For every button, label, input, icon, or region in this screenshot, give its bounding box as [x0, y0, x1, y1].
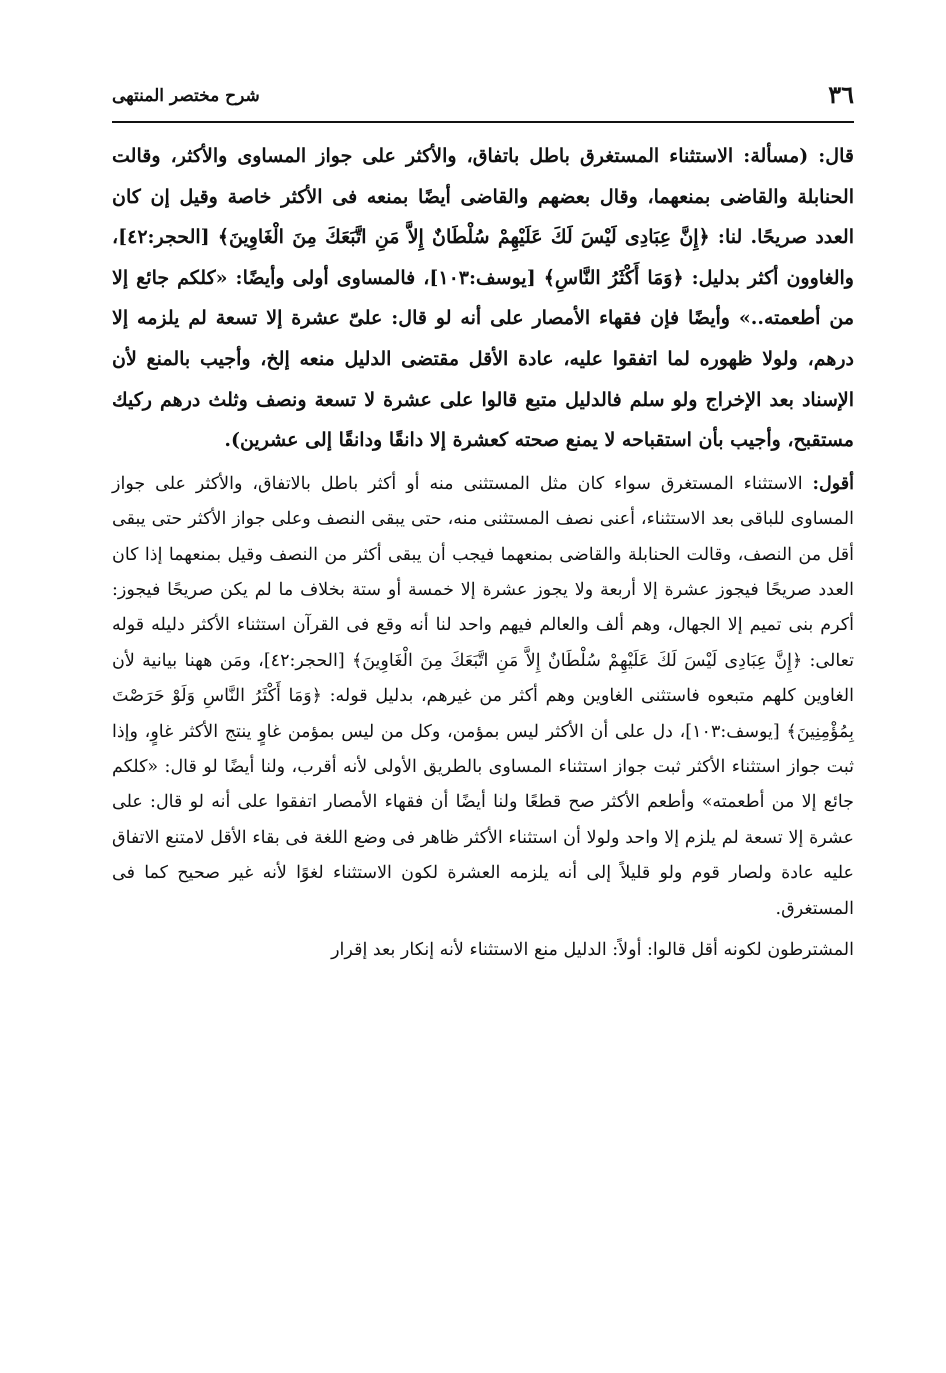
commentary-paragraph-continued — [112, 933, 854, 968]
quoted-text-paragraph — [112, 136, 854, 461]
paragraph-text: الاستثناء المستغرق سواء كان مثل المستثنى منه أو أكثر باطل بالاتفاق، والأكثر على جواز المساوى للباقى بعد الاستثناء، أعنى نصف المستثنى منه، حتى يبقى النصف وعلى جواز الأكثر حتى يبقى أقل من النصف، وقالت الحنابلة والقاضى بمنعهما فيجب أن يبقى أكثر من النصف وقيل بمنعهما إذا كان العدد صريحًا فيجوز عشرة إلا أربعة ولا يجوز عشرة إلا خمسة أو ستة بخلاف ما لم يكن صريحًا فيجوز: أكرم بنى تميم إلا الجهال، وهم ألف والعالم فيهم واحد لنا أنه وقع فى القرآن استثناء الأكثر دليله قوله تعالى: ﴿إِنَّ عِبَادِى لَيْسَ لَكَ عَلَيْهِمْ سُلْطَانٌ إِلاَّ مَنِ اتَّبَعَكَ مِنَ الْغَاوِينَ﴾ [الحجر:٤٢]، ومَن ههنا بيانية لأن الغاوين كلهم متبعوه فاستثنى الغاوين وهم أكثر من غيرهم، بدليل قوله: ﴿وَمَا أَكْثَرُ النَّاسِ وَلَوْ حَرَصْتَ بِمُؤْمِنِينَ﴾ [يوسف:١٠٣]، دل على أن الأكثر ليس بمؤمن، وكل من ليس بمؤمن غاوٍ ينتج الأكثر غاوٍ، وإذا ثبت جواز استثناء الأكثر ثبت جواز استثناء المساوى بالطريق الأولى لأنه أقرب، ولنا أيضًا لو قال: «كلكم جائع إلا من أطعمته» وأطعم الأكثر صح قطعًا ولنا أيضًا أن فقهاء الأمصار اتفقوا على أنه لو قال: على عشرة إلا تسعة لم يلزم إلا واحد ولولا أن استثناء الأكثر ظاهر فى وضع اللغة فى بقاء الأقل لامتنع الاتفاق عليه عادة ولصار قوم ولو قليلاً إلى أنه يلزمه العشرة لكون الاستثناء لغوًا لأنه غير صحيح كما فى المستغرق. — [112, 473, 854, 919]
paragraph-text: المشترطون لكونه أقل قالوا: أولاً: الدليل منع الاستثناء لأنه إنكار بعد إقرار — [331, 940, 854, 961]
paragraph-lead: قال: — [818, 145, 854, 167]
running-title: شرح مختصر المنتهى — [112, 86, 260, 106]
commentary-paragraph — [112, 467, 854, 927]
paragraph-lead: أقول: — [812, 473, 854, 494]
page-header — [112, 78, 854, 112]
page-body — [112, 136, 854, 968]
page-number: ٣٦ — [828, 80, 854, 109]
header-rule — [112, 121, 854, 123]
paragraph-text: (مسألة: الاستثناء المستغرق باطل باتفاق، والأكثر على جواز المساوى والأكثر، وقالت الحنابلة والقاضى بمنعهما، وقال بعضهم والقاضى أيضًا بمنعه فى الأكثر خاصة وقيل إن كان العدد صريحًا. لنا: ﴿إِنَّ عِبَادِى لَيْسَ لَكَ عَلَيْهِمْ سُلْطَانٌ إِلاَّ مَنِ اتَّبَعَكَ مِنَ الْغَاوِينَ﴾ [الحجر:٤٢]، والغاوون أكثر بدليل: ﴿وَمَا أَكْثَرُ النَّاسِ﴾ [يوسف:١٠٣]، فالمساوى أولى وأيضًا: «كلكم جائع إلا من أطعمته..» وأيضًا فإن فقهاء الأمصار على أنه لو قال: علىّ عشرة إلا تسعة لم يلزمه إلا درهم، ولولا ظهوره لما اتفقوا عليه، عادة الأقل مقتضى الدليل منعه إلخ، وأجيب بالمنع لأن الإسناد بعد الإخراج ولو سلم فالدليل متبع قالوا على عشرة لا تسعة ونصف وثلث درهم ركيك مستقبح، وأجيب بأن استقباحه لا يمنع صحته كعشرة إلا دانقًا ودانقًا إلى عشرين). — [112, 145, 854, 452]
